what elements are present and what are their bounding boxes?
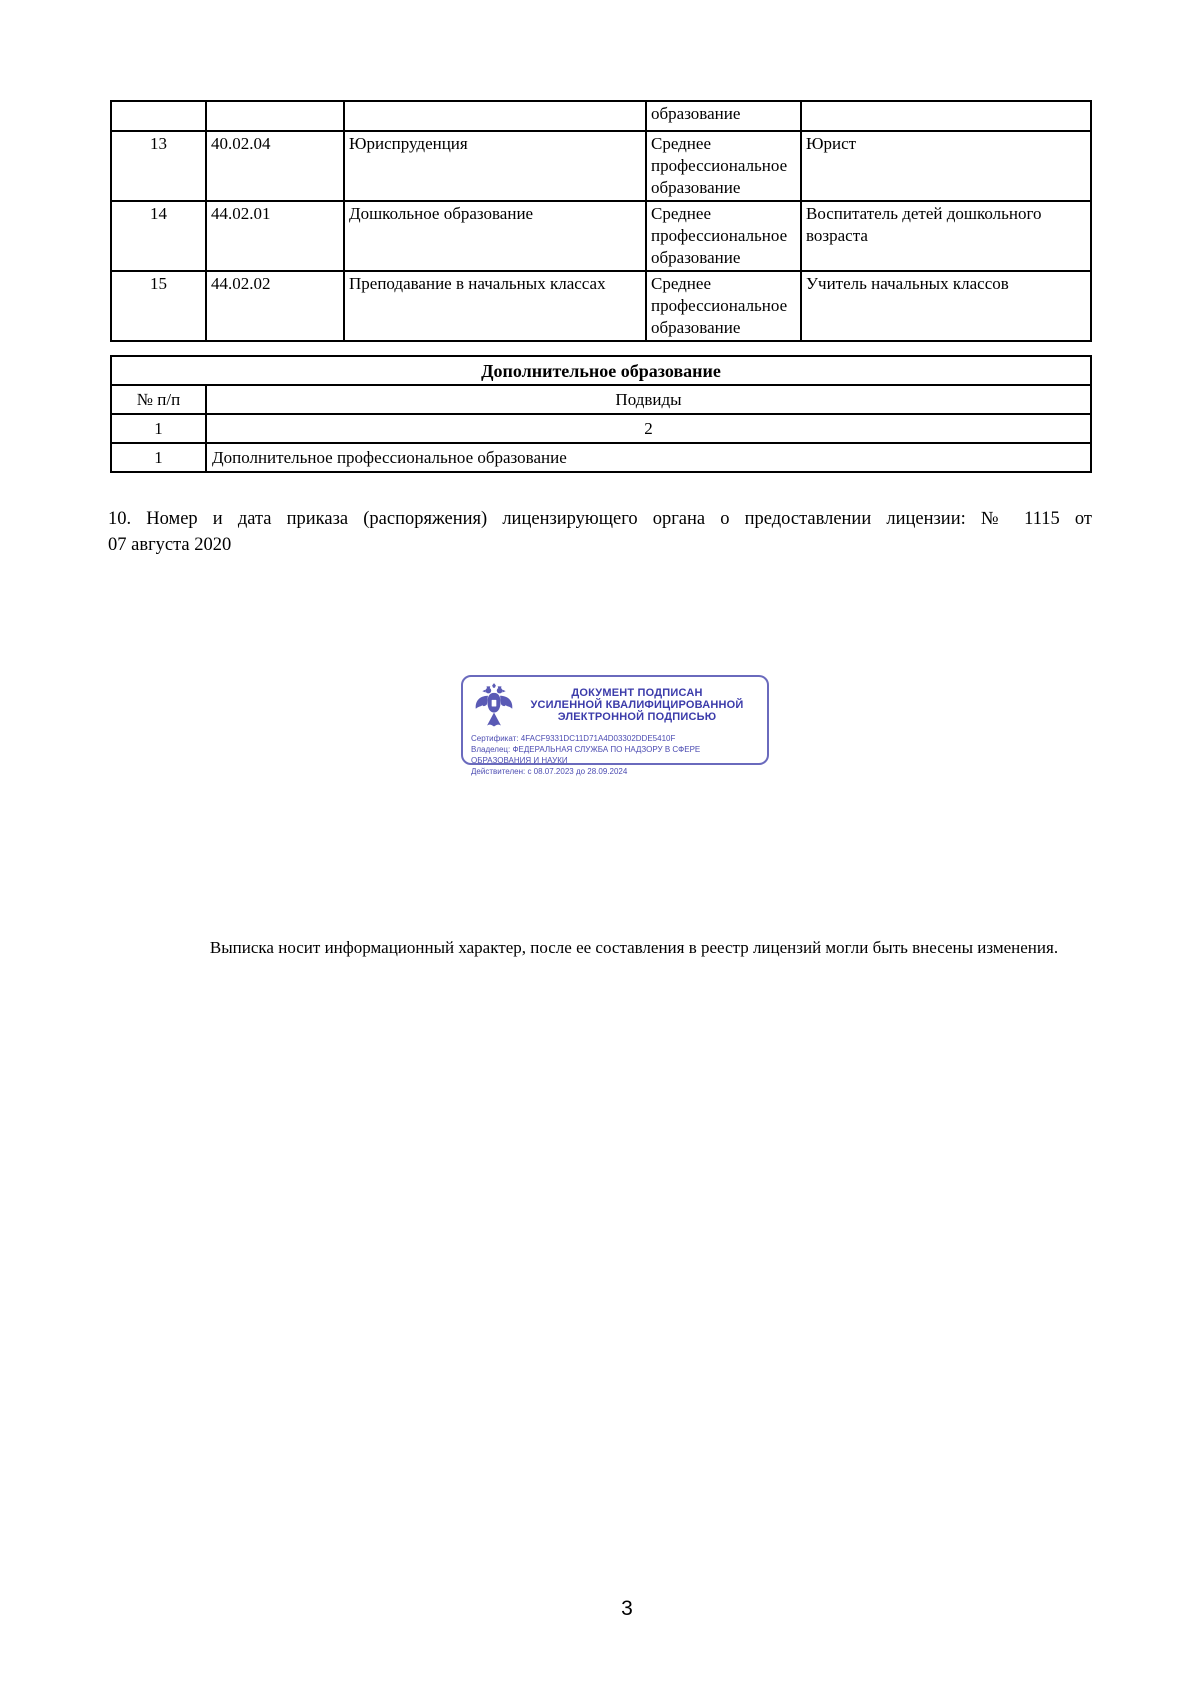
- column-number-cell: 2: [206, 414, 1091, 443]
- row-number-cell: 14: [111, 201, 206, 271]
- program-code-cell: 40.02.04: [206, 131, 344, 201]
- page-number: 3: [621, 1597, 633, 1620]
- column-header-subtypes: Подвиды: [206, 385, 1091, 414]
- education-level-cell: Среднее профессиональное образование: [646, 201, 801, 271]
- stamp-title-line: УСИЛЕННОЙ КВАЛИФИЦИРОВАННОЙ: [530, 699, 744, 711]
- table-title-row: [111, 356, 1091, 385]
- program-name-cell: [344, 101, 646, 131]
- qualification-cell: Воспитатель детей дошкольного возраста: [801, 201, 1091, 271]
- table-title: Дополнительное образование: [111, 356, 1091, 385]
- coat-of-arms-eagle-icon: [473, 682, 515, 730]
- info-note: Выписка носит информационный характер, после ее составления в реестр лицензий могли быть внесены изменения.: [209, 938, 1059, 957]
- table-row: [111, 201, 1091, 271]
- paragraph-order-info: [108, 506, 1092, 558]
- validity-line: Действителен: с 08.07.2023 до 28.09.2024: [471, 767, 628, 776]
- table-row: [111, 271, 1091, 341]
- qualification-cell: [801, 101, 1091, 131]
- column-number-cell: 1: [111, 414, 206, 443]
- column-numbers-row: [111, 414, 1091, 443]
- program-code-cell: 44.02.01: [206, 201, 344, 271]
- program-code-cell: 44.02.02: [206, 271, 344, 341]
- paragraph-line: 07 августа 2020: [108, 535, 232, 555]
- programs-table: [110, 100, 1092, 342]
- qualification-cell: Юрист: [801, 131, 1091, 201]
- subtype-cell: Дополнительное профессиональное образование: [206, 443, 1091, 472]
- owner-line: Владелец: ФЕДЕРАЛЬНАЯ СЛУЖБА ПО НАДЗОРУ В СФЕРЕ ОБРАЗОВАНИЯ И НАУКИ: [471, 745, 701, 765]
- program-code-cell: [206, 101, 344, 131]
- table-row-continuation: [111, 101, 1091, 131]
- program-name-cell: Преподавание в начальных классах: [344, 271, 646, 341]
- additional-education-table: [110, 355, 1092, 473]
- education-level-cell: Среднее профессиональное образование: [646, 271, 801, 341]
- table-row: [111, 131, 1091, 201]
- program-name-cell: Юриспруденция: [344, 131, 646, 201]
- stamp-certificate-details: [463, 730, 767, 777]
- table-row: [111, 443, 1091, 472]
- row-number-cell: [111, 101, 206, 131]
- paragraph-line: 10. Номер и дата приказа (распоряжения) лицензирующего органа о предоставлении лицензии: № 1115 от: [108, 509, 1092, 529]
- stamp-header: [463, 677, 767, 730]
- stamp-title-line: ЭЛЕКТРОННОЙ ПОДПИСЬЮ: [557, 711, 717, 723]
- stamp-title-line: ДОКУМЕНТ ПОДПИСАН: [571, 687, 703, 699]
- table-header-row: [111, 385, 1091, 414]
- row-number-cell: 15: [111, 271, 206, 341]
- signature-stamp: [461, 675, 769, 776]
- qualification-cell: Учитель начальных классов: [801, 271, 1091, 341]
- row-number-cell: 1: [111, 443, 206, 472]
- column-header-num: № п/п: [111, 385, 206, 414]
- certificate-line: Сертификат: 4FACF9331DC11D71A4D03302DDE5410F: [471, 734, 676, 743]
- stamp-title: [515, 687, 759, 723]
- row-number-cell: 13: [111, 131, 206, 201]
- education-level-cell: образование: [646, 101, 801, 131]
- education-level-cell: Среднее профессиональное образование: [646, 131, 801, 201]
- program-name-cell: Дошкольное образование: [344, 201, 646, 271]
